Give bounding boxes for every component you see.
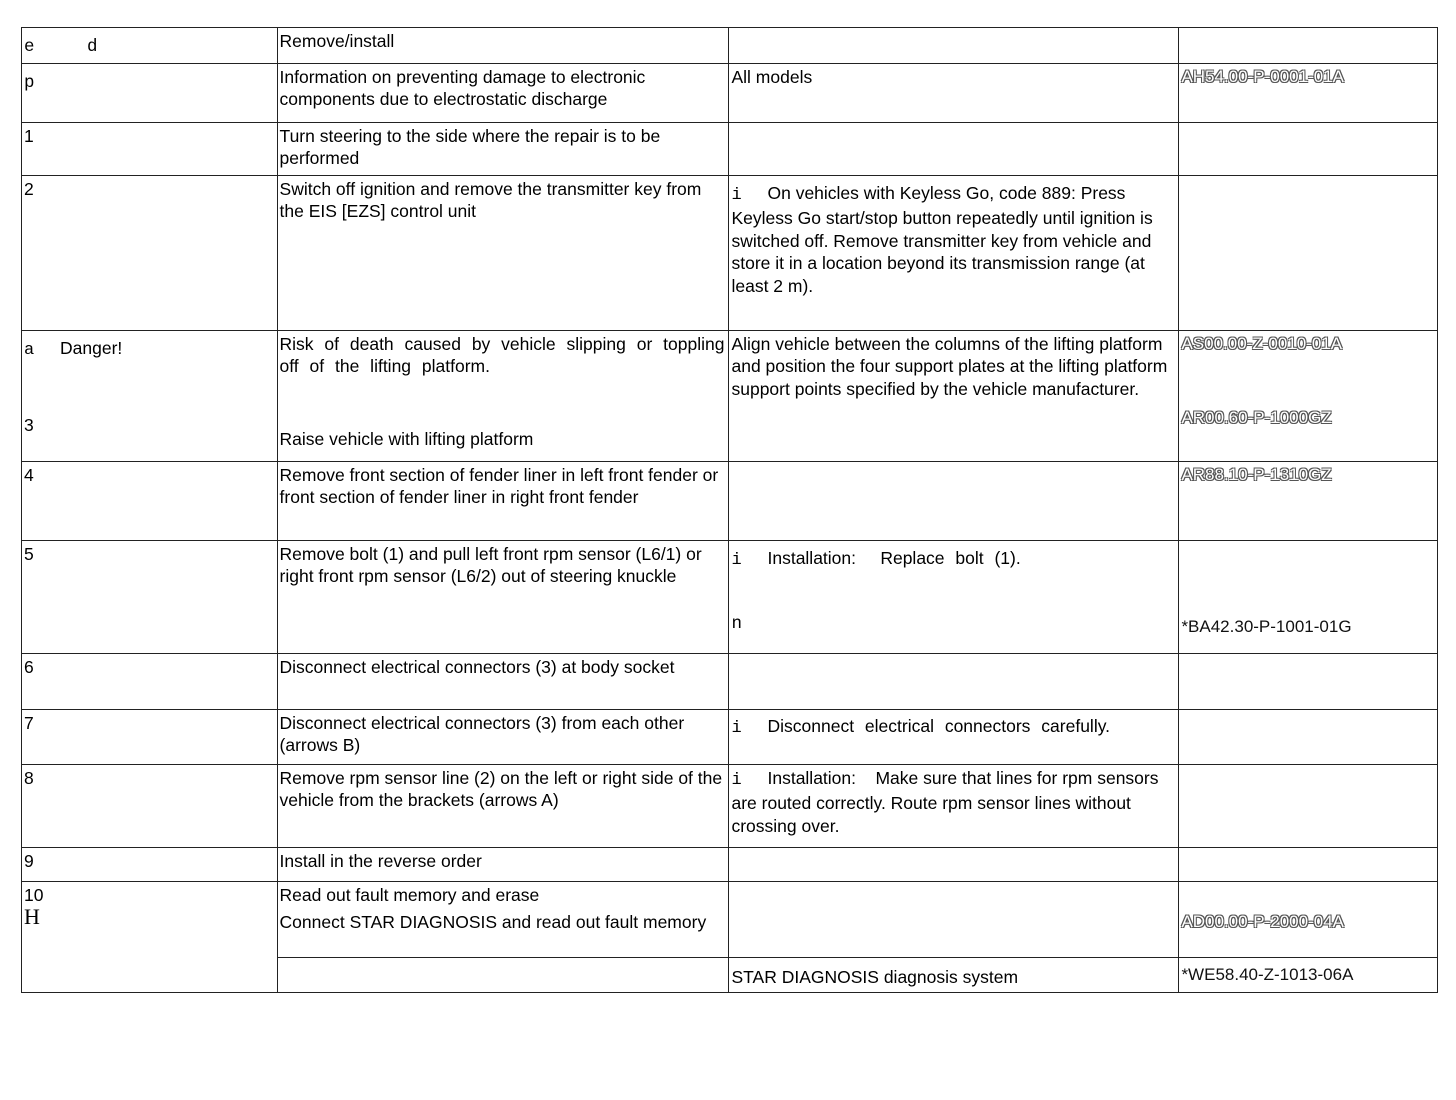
note-label: Installation:	[767, 547, 857, 568]
doc-reference-link[interactable]: AR00.60-P-1000GZ	[1181, 408, 1332, 427]
table-row	[22, 175, 1438, 330]
special-tool-text: STAR DIAGNOSIS diagnosis system	[731, 966, 1019, 987]
info-icon: i	[731, 770, 742, 790]
step-number: 1	[24, 125, 34, 146]
table-row	[22, 28, 1438, 64]
doc-reference-link[interactable]: AS00.00-Z-0010-01A	[1181, 333, 1343, 353]
info-icon: i	[731, 550, 742, 570]
step-number: 5	[24, 543, 34, 564]
info-icon: i	[731, 718, 742, 738]
table-row	[22, 847, 1438, 881]
table-row	[22, 957, 1438, 993]
table-row	[22, 461, 1438, 540]
repair-procedure-table	[21, 27, 1438, 993]
table-row	[22, 63, 1438, 122]
row-symbol-d: d	[87, 37, 98, 57]
step-text: Information on preventing damage to electronic components due to electrostatic discharge	[279, 66, 646, 109]
step-text: Install in the reverse order	[279, 850, 482, 871]
doc-reference-link[interactable]: *WE58.40-Z-1013-06A	[1181, 964, 1354, 984]
step-number: 6	[24, 656, 34, 677]
table-row	[22, 540, 1438, 653]
tool-icon-n: n	[731, 614, 742, 634]
doc-reference-link[interactable]: AR88.10-P-1310GZ	[1181, 464, 1332, 484]
step-note: Align vehicle between the columns of the lifting platform and position the four support plates at the lifting platform support points specified by the vehicle manufacturer.	[731, 333, 1168, 399]
doc-reference-link[interactable]: AH54.00-P-0001-01A	[1181, 66, 1344, 86]
step-number: 4	[24, 464, 34, 485]
step-text: Raise vehicle with lifting platform	[279, 428, 534, 449]
step-note: Disconnect electrical connectors carefully.	[767, 715, 1111, 736]
step-note: Make sure that lines for rpm sensors are routed correctly. Route rpm sensor lines without crossing over.	[731, 767, 1159, 836]
step-number: 10	[24, 884, 44, 905]
table-row	[22, 881, 1438, 957]
step-number: 7	[24, 712, 34, 733]
step-number: 9	[24, 850, 34, 871]
step-text: Disconnect electrical connectors (3) at body socket	[279, 656, 675, 677]
danger-icon: a	[24, 340, 35, 360]
danger-label: Danger!	[60, 337, 123, 358]
info-icon: i	[731, 185, 742, 205]
step-text: Remove rpm sensor line (2) on the left or right side of the vehicle from the brackets (arrows A)	[279, 767, 723, 810]
info-icon-p: p	[24, 72, 35, 93]
step-number: 3	[24, 415, 34, 435]
table-row	[22, 764, 1438, 847]
procedure-title: Remove/install	[279, 31, 395, 51]
step-text: Connect STAR DIAGNOSIS and read out fault memory	[279, 912, 707, 932]
danger-text: Risk of death caused by vehicle slipping or toppling off of the lifting platform.	[279, 333, 725, 376]
doc-reference-link[interactable]: *BA42.30-P-1001-01G	[1181, 616, 1352, 636]
step-number: 8	[24, 767, 34, 788]
row-symbol-e: e	[24, 37, 35, 57]
step-text: Remove bolt (1) and pull left front rpm sensor (L6/1) or right front rpm sensor (L6/2) out of steering knuckle	[279, 543, 702, 586]
table-row	[22, 653, 1438, 709]
note-label: Installation:	[767, 767, 857, 788]
doc-reference-link[interactable]: AD00.00-P-2000-04A	[1181, 911, 1344, 931]
step-note: Replace bolt (1).	[880, 547, 1021, 568]
step-note: All models	[731, 66, 813, 87]
step-text: Disconnect electrical connectors (3) from each other (arrows B)	[279, 712, 685, 755]
step-number: 2	[24, 178, 34, 199]
table-row	[22, 330, 1438, 461]
step-text: Switch off ignition and remove the transmitter key from the EIS [EZS] control unit	[279, 178, 702, 221]
diagnosis-icon-h: H	[24, 904, 40, 929]
step-text: Turn steering to the side where the repair is to be performed	[279, 125, 661, 168]
table-row	[22, 709, 1438, 764]
step-note: On vehicles with Keyless Go, code 889: Press Keyless Go start/stop button repeatedly until ignition is switched off. Remove transmitter key from vehicle and store it in a location beyond its transmission range (at least 2 m).	[731, 182, 1153, 296]
table-row	[22, 122, 1438, 175]
step-text: Remove front section of fender liner in left front fender or front section of fender liner in right front fender	[279, 464, 719, 507]
step-text: Read out fault memory and erase	[279, 884, 540, 905]
